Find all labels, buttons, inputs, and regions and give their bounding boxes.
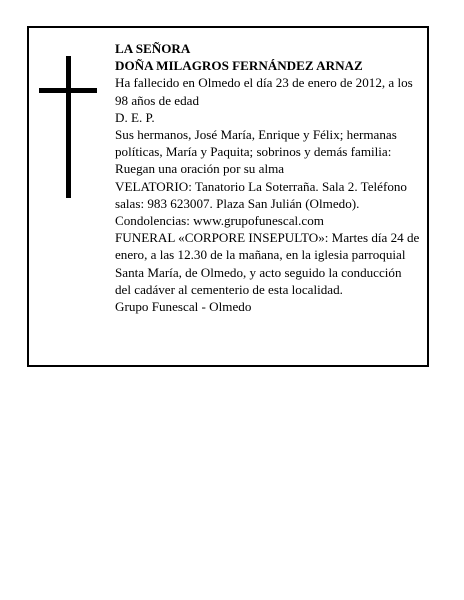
dep-text: D. E. P. <box>115 109 155 125</box>
notice-title-line1: LA SEÑORA <box>115 41 191 56</box>
family-text: Sus hermanos, José María, Enrique y Félix; hermanas políticas, María y Paquita; sobrinos y demás familia: <box>115 127 397 160</box>
cross-icon <box>39 56 97 198</box>
prayer-request: Ruegan una oración por su alma <box>115 161 285 177</box>
cross-vertical-bar <box>66 56 71 198</box>
funeral-company: Grupo Funescal - Olmedo <box>115 299 252 315</box>
death-info: Ha fallecido en Olmedo el día 23 de enero de 2012, a los 98 años de edad <box>115 75 413 108</box>
notice-text <box>115 40 420 315</box>
deceased-name: DOÑA MILAGROS FERNÁNDEZ ARNAZ <box>115 58 363 74</box>
wake-info: VELATORIO: Tanatorio La Soterraña. Sala 2. Teléfono salas: 983 623007. Plaza San Julián (Olmedo). Condolencias: www.grupofunescal.com <box>115 178 407 229</box>
obituary-notice <box>27 26 429 367</box>
cross-horizontal-bar <box>39 88 97 93</box>
funeral-info: FUNERAL «CORPORE INSEPULTO»: Martes día 24 de enero, a las 12.30 de la mañana, en la iglesia parroquial Santa María, de Olmedo, y acto seguido la conducción del cadáver al cementerio de esta localidad. <box>115 230 420 297</box>
